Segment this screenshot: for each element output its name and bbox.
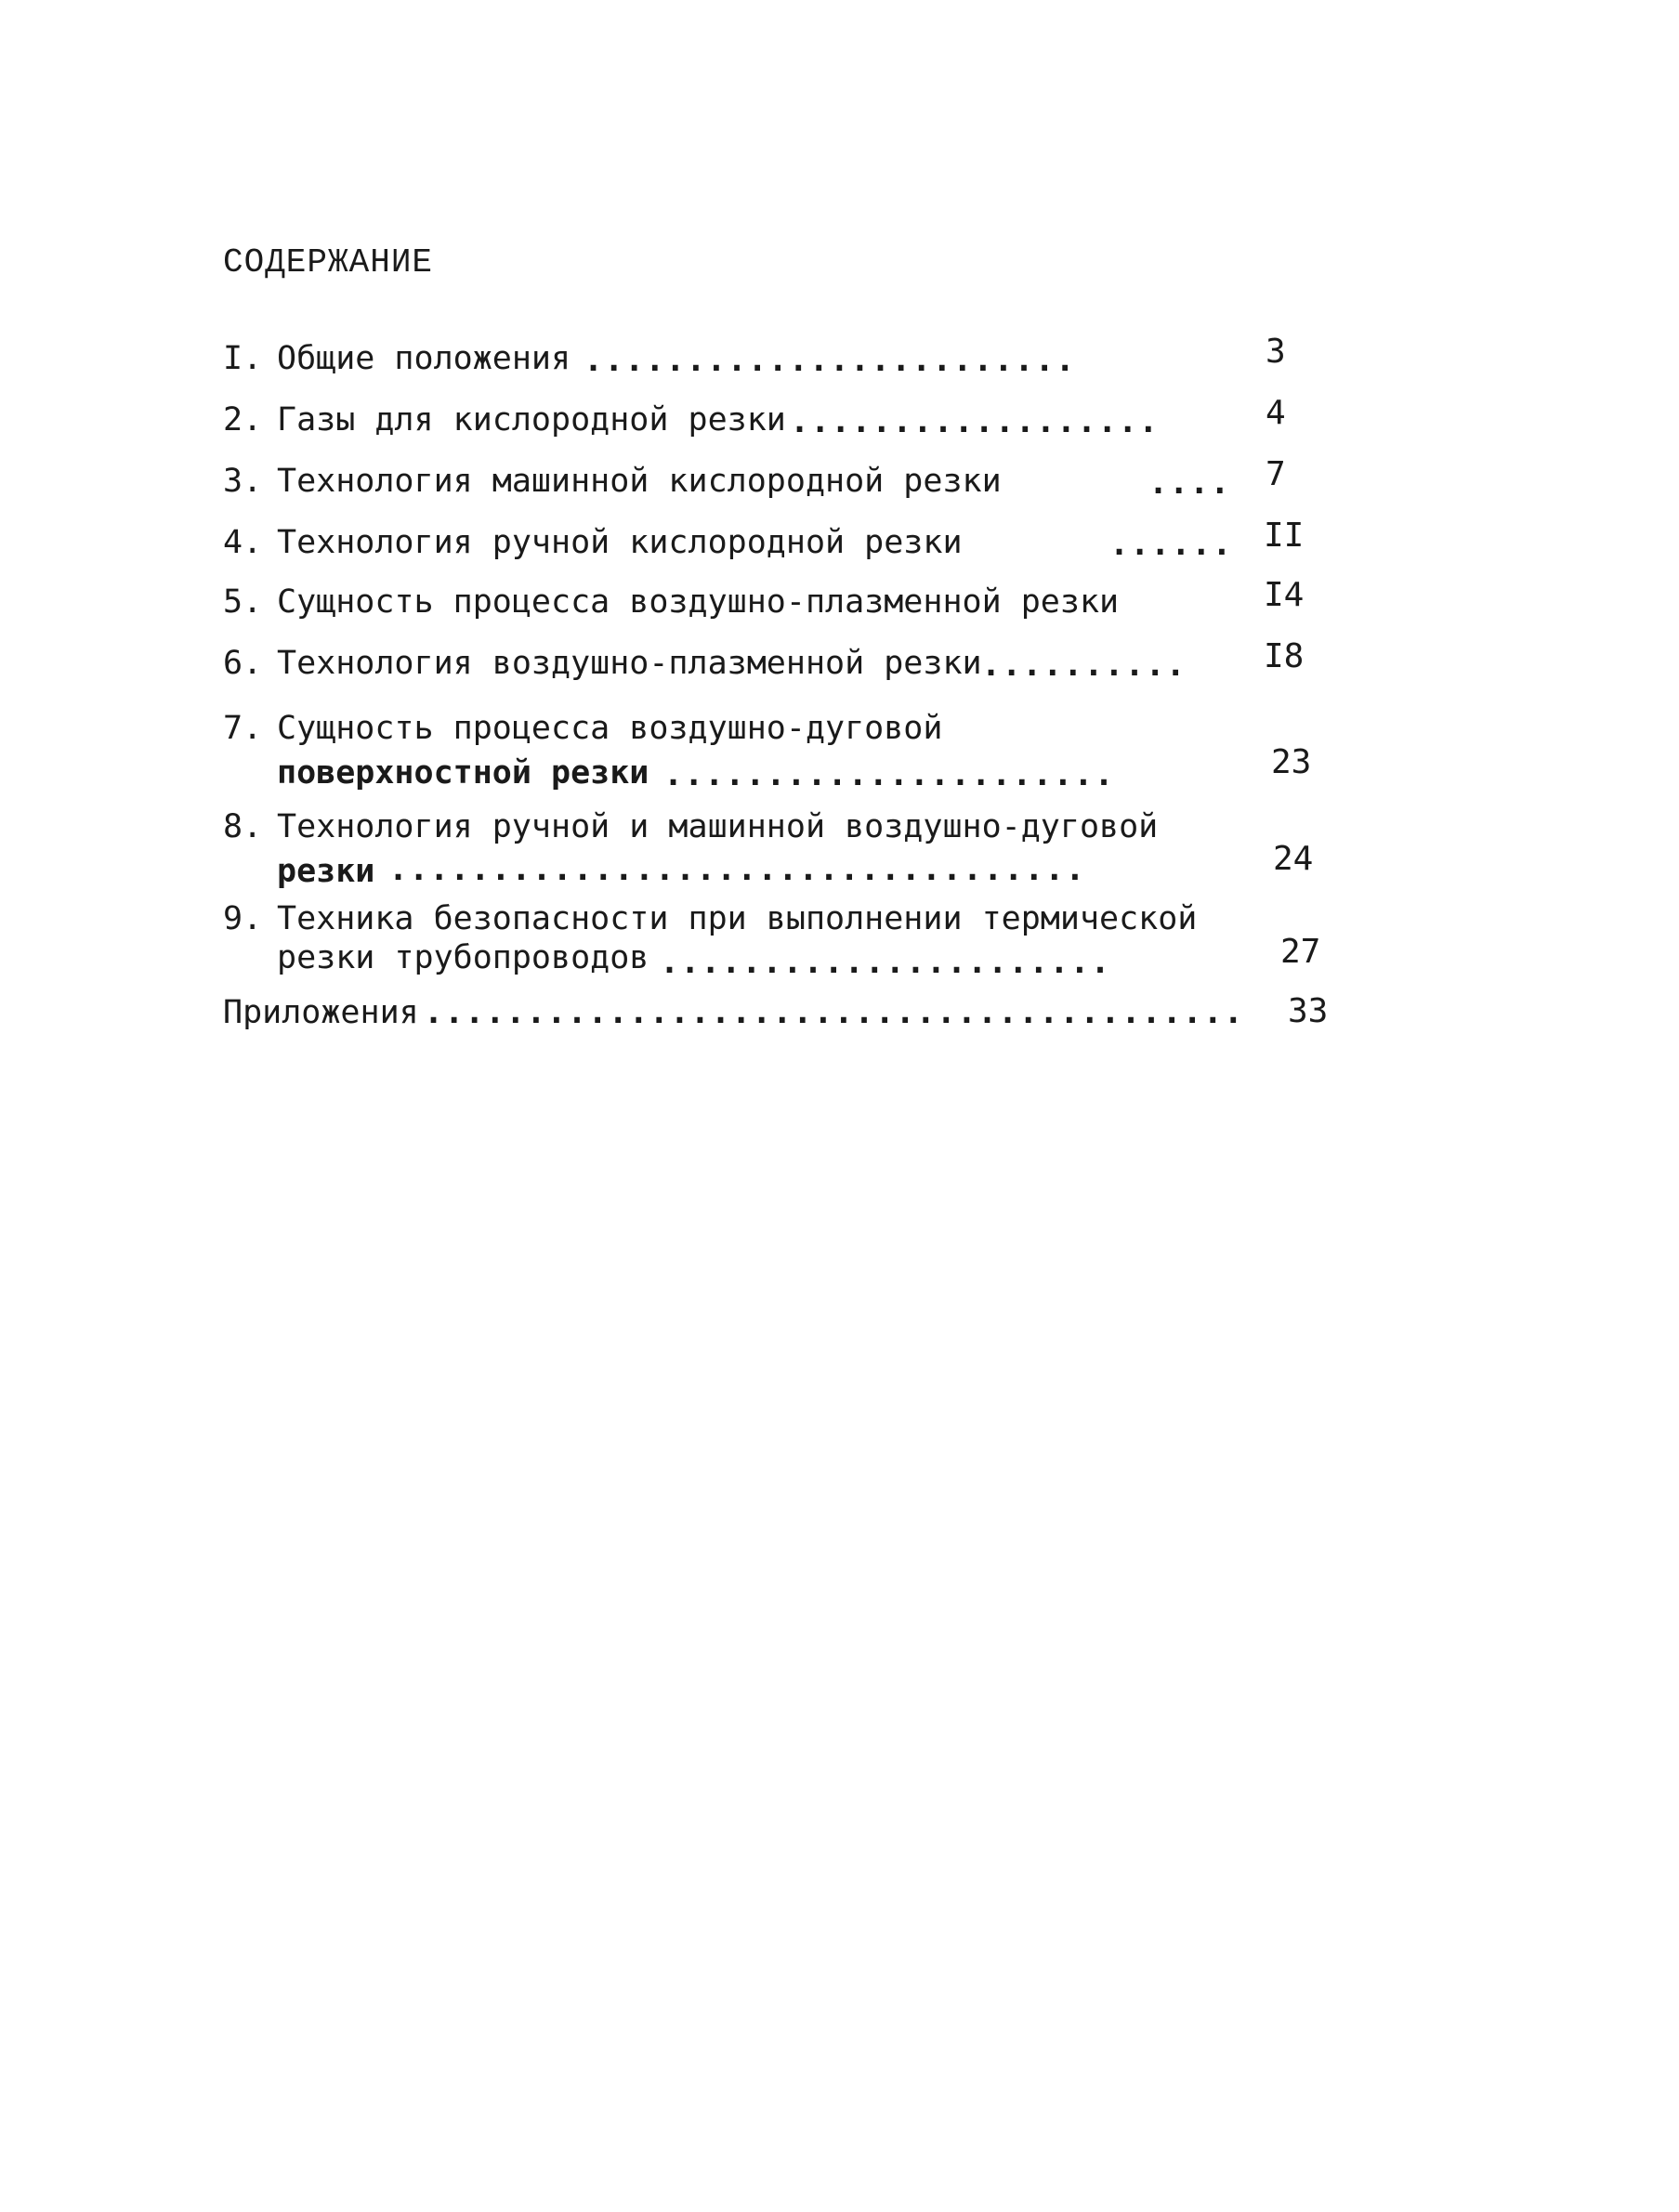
entry-page-number: 4 — [1266, 394, 1286, 432]
entry-number: 4. — [223, 524, 263, 561]
toc-entry-3 — [223, 459, 1002, 504]
entry-page-number: 23 — [1271, 743, 1312, 781]
entry-title: Газы для кислородной резки — [277, 401, 786, 438]
toc-entry-2 — [223, 398, 786, 442]
entry-page-number: 24 — [1273, 840, 1314, 878]
entry-number: 6. — [223, 645, 263, 682]
leader-dots: ...... — [1109, 526, 1233, 563]
entry-title: Технология воздушно-плазменной резки — [277, 645, 982, 682]
entry-page-number: 27 — [1280, 933, 1321, 971]
leader-dots: .................. — [790, 403, 1160, 440]
entry-title: Технология ручной и машинной воздушно-дуговой — [277, 808, 1159, 845]
entry-page-number: II — [1264, 517, 1305, 555]
leader-dots: .................................. — [388, 851, 1086, 888]
entry-number: 7. — [223, 710, 263, 747]
entry-page-number: 3 — [1266, 333, 1286, 371]
entry-title-continuation: поверхностной резки — [277, 754, 649, 792]
leader-dots: ........................................ — [424, 994, 1244, 1031]
toc-title: СОДЕРЖАНИЕ — [223, 243, 434, 281]
entry-number: 3. — [223, 463, 263, 500]
toc-appendix — [223, 990, 419, 1035]
entry-number: 8. — [223, 808, 263, 845]
entry-title: Технология ручной кислородной резки — [277, 524, 963, 561]
entry-number: 2. — [223, 401, 263, 438]
leader-dots: ...................... — [663, 756, 1115, 793]
toc-entry-6 — [223, 641, 982, 686]
entry-number: 9. — [223, 900, 263, 937]
entry-page-number: I8 — [1264, 637, 1305, 675]
appendix-page-number: 33 — [1288, 992, 1329, 1030]
entry-title: Технология машинной кислородной резки — [277, 463, 1002, 500]
entry-page-number: 7 — [1266, 455, 1286, 493]
entry-title: Общие положения — [277, 340, 571, 377]
leader-dots: ...................... — [660, 944, 1111, 981]
entry-title-continuation: резки трубопроводов — [277, 939, 649, 976]
leader-dots: .......... — [981, 647, 1187, 684]
entry-number: 5. — [223, 583, 263, 621]
entry-title: Сущность процесса воздушно-плазменной резки — [277, 583, 1120, 621]
entry-number: I. — [223, 340, 263, 377]
toc-entry-5 — [223, 580, 1119, 624]
leader-dots: ........................ — [584, 342, 1076, 379]
entry-title: Техника безопасности при выполнении термической — [277, 900, 1198, 937]
toc-entry-4 — [223, 520, 963, 565]
leader-dots: .... — [1148, 465, 1231, 502]
toc-entry-1 — [223, 336, 571, 381]
entry-page-number: I4 — [1264, 576, 1305, 614]
entry-title: Сущность процесса воздушно-дуговой — [277, 710, 943, 747]
appendix-title: Приложения — [223, 994, 419, 1031]
entry-title-continuation: резки — [277, 853, 375, 890]
